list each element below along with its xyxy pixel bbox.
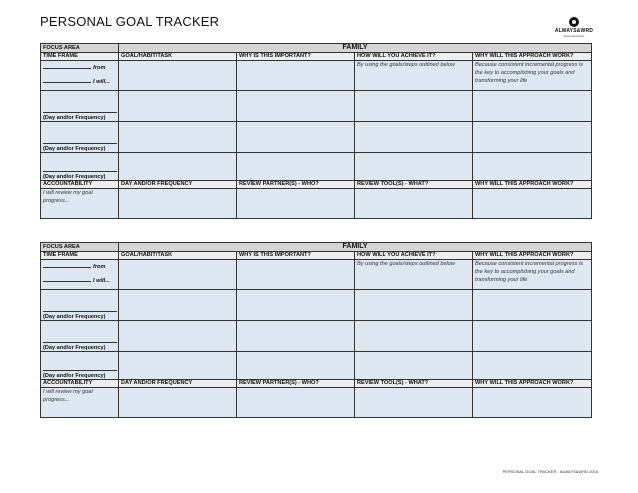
how-achieve-cell[interactable] xyxy=(355,352,473,380)
why-important-cell[interactable] xyxy=(237,352,355,380)
why-work-cell[interactable]: Because consistent incremental progress is the key to accomplishing your goals and transforming your life xyxy=(473,260,592,290)
goal-row xyxy=(41,153,592,181)
time-frame-cell[interactable] xyxy=(41,260,119,290)
from-label: from xyxy=(93,264,106,270)
will-label: I will... xyxy=(93,278,110,284)
time-frame-cell[interactable] xyxy=(41,153,119,181)
why-important-cell[interactable] xyxy=(237,61,355,91)
goal-row xyxy=(41,122,592,153)
col-time-frame: TIME FRAME xyxy=(41,252,119,260)
review-tool-cell[interactable] xyxy=(355,388,473,418)
col-why-important: WHY IS THIS IMPORTANT? xyxy=(237,252,355,260)
why-important-cell[interactable] xyxy=(237,122,355,153)
why-work-cell[interactable] xyxy=(473,153,592,181)
col-review-tool: REVIEW TOOL(S) - WHAT? xyxy=(355,380,473,388)
review-partner-cell[interactable] xyxy=(237,189,355,219)
day-frequency-label: (Day and/or Frequency) xyxy=(43,345,106,351)
goal-row xyxy=(41,91,592,122)
how-achieve-cell[interactable]: By using the goals/steps outlined below xyxy=(355,61,473,91)
why-important-cell[interactable] xyxy=(237,91,355,122)
col-accountability: ACCOUNTABILITY xyxy=(41,380,119,388)
column-header-row xyxy=(41,252,592,260)
column-header-row xyxy=(41,53,592,61)
from-label: from xyxy=(93,65,106,71)
why-important-cell[interactable] xyxy=(237,153,355,181)
goal-cell[interactable] xyxy=(119,61,237,91)
day-frequency-label: (Day and/or Frequency) xyxy=(43,115,106,121)
col-time-frame: TIME FRAME xyxy=(41,53,119,61)
day-frequency-label: (Day and/or Frequency) xyxy=(43,146,106,152)
col-review-partner: REVIEW PARTNER(S) - WHO? xyxy=(237,181,355,189)
goal-cell[interactable] xyxy=(119,290,237,321)
how-achieve-cell[interactable] xyxy=(355,290,473,321)
goal-row xyxy=(41,290,592,321)
review-progress-cell[interactable]: I will review my goal progress... xyxy=(41,189,119,219)
goal-row xyxy=(41,352,592,380)
focus-area-row xyxy=(41,44,592,53)
col-how-achieve: HOW WILL YOU ACHIEVE IT? xyxy=(355,252,473,260)
focus-area-label: FOCUS AREA xyxy=(41,44,119,53)
logo-wordmark: ALWAYS&WRD xyxy=(554,28,594,34)
accountability-row xyxy=(41,388,592,418)
col-why-important: WHY IS THIS IMPORTANT? xyxy=(237,53,355,61)
goal-row xyxy=(41,61,592,91)
goal-cell[interactable] xyxy=(119,153,237,181)
focus-area-row xyxy=(41,243,592,252)
why-important-cell[interactable] xyxy=(237,321,355,352)
col-goal-habit-task: GOAL/HABIT/TASK xyxy=(119,252,237,260)
how-achieve-cell[interactable]: By using the goals/steps outlined below xyxy=(355,260,473,290)
review-partner-cell[interactable] xyxy=(237,388,355,418)
day-frequency-label: (Day and/or Frequency) xyxy=(43,174,106,180)
goal-table-1 xyxy=(40,43,592,219)
goal-table-2 xyxy=(40,242,592,418)
logo-tagline: alwaysandward xyxy=(563,34,585,38)
accountability-header-row xyxy=(41,380,592,388)
time-frame-cell[interactable] xyxy=(41,61,119,91)
col-accountability: ACCOUNTABILITY xyxy=(41,181,119,189)
why-work-cell[interactable] xyxy=(473,91,592,122)
col-how-achieve: HOW WILL YOU ACHIEVE IT? xyxy=(355,53,473,61)
col-review-tool: REVIEW TOOL(S) - WHAT? xyxy=(355,181,473,189)
day-frequency-label: (Day and/or Frequency) xyxy=(43,373,106,379)
time-frame-cell[interactable] xyxy=(41,352,119,380)
why-work-cell[interactable] xyxy=(473,290,592,321)
col-review-partner: REVIEW PARTNER(S) - WHO? xyxy=(237,380,355,388)
focus-area-value[interactable]: FAMILY xyxy=(119,44,592,53)
col-why-work: WHY WILL THIS APPROACH WORK? xyxy=(473,252,592,260)
time-frame-cell[interactable] xyxy=(41,91,119,122)
will-label: I will... xyxy=(93,79,110,85)
focus-area-value[interactable]: FAMILY xyxy=(119,243,592,252)
why-work-cell[interactable] xyxy=(473,122,592,153)
day-frequency-cell[interactable] xyxy=(119,189,237,219)
goal-cell[interactable] xyxy=(119,122,237,153)
how-achieve-cell[interactable] xyxy=(355,91,473,122)
goal-cell[interactable] xyxy=(119,260,237,290)
goal-cell[interactable] xyxy=(119,352,237,380)
why-work-cell[interactable] xyxy=(473,352,592,380)
brand-logo xyxy=(552,17,596,38)
col-why-work: WHY WILL THIS APPROACH WORK? xyxy=(473,380,592,388)
logo-icon xyxy=(569,17,579,27)
col-day-frequency: DAY AND/OR FREQUENCY xyxy=(119,380,237,388)
col-why-work: WHY WILL THIS APPROACH WORK? xyxy=(473,181,592,189)
time-frame-cell[interactable] xyxy=(41,290,119,321)
goal-row xyxy=(41,321,592,352)
review-progress-cell[interactable]: I will review my goal progress... xyxy=(41,388,119,418)
col-goal-habit-task: GOAL/HABIT/TASK xyxy=(119,53,237,61)
how-achieve-cell[interactable] xyxy=(355,321,473,352)
focus-area-label: FOCUS AREA xyxy=(41,243,119,252)
how-achieve-cell[interactable] xyxy=(355,153,473,181)
why-work-cell[interactable] xyxy=(473,388,592,418)
why-work-cell[interactable] xyxy=(473,321,592,352)
why-important-cell[interactable] xyxy=(237,260,355,290)
review-tool-cell[interactable] xyxy=(355,189,473,219)
day-frequency-cell[interactable] xyxy=(119,388,237,418)
accountability-row xyxy=(41,189,592,219)
goal-row xyxy=(41,260,592,290)
why-work-cell[interactable]: Because consistent incremental progress is the key to accomplishing your goals and transforming your life xyxy=(473,61,592,91)
time-frame-cell[interactable] xyxy=(41,321,119,352)
col-day-frequency: DAY AND/OR FREQUENCY xyxy=(119,181,237,189)
col-why-work: WHY WILL THIS APPROACH WORK? xyxy=(473,53,592,61)
goal-cell[interactable] xyxy=(119,321,237,352)
time-frame-cell[interactable] xyxy=(41,122,119,153)
accountability-header-row xyxy=(41,181,592,189)
day-frequency-label: (Day and/or Frequency) xyxy=(43,314,106,320)
page-footer: PERSONAL GOAL TRACKER - ALWAYS&WRD 2016 xyxy=(502,469,598,474)
page-title: PERSONAL GOAL TRACKER xyxy=(40,14,220,29)
why-work-cell[interactable] xyxy=(473,189,592,219)
goal-cell[interactable] xyxy=(119,91,237,122)
why-important-cell[interactable] xyxy=(237,290,355,321)
how-achieve-cell[interactable] xyxy=(355,122,473,153)
